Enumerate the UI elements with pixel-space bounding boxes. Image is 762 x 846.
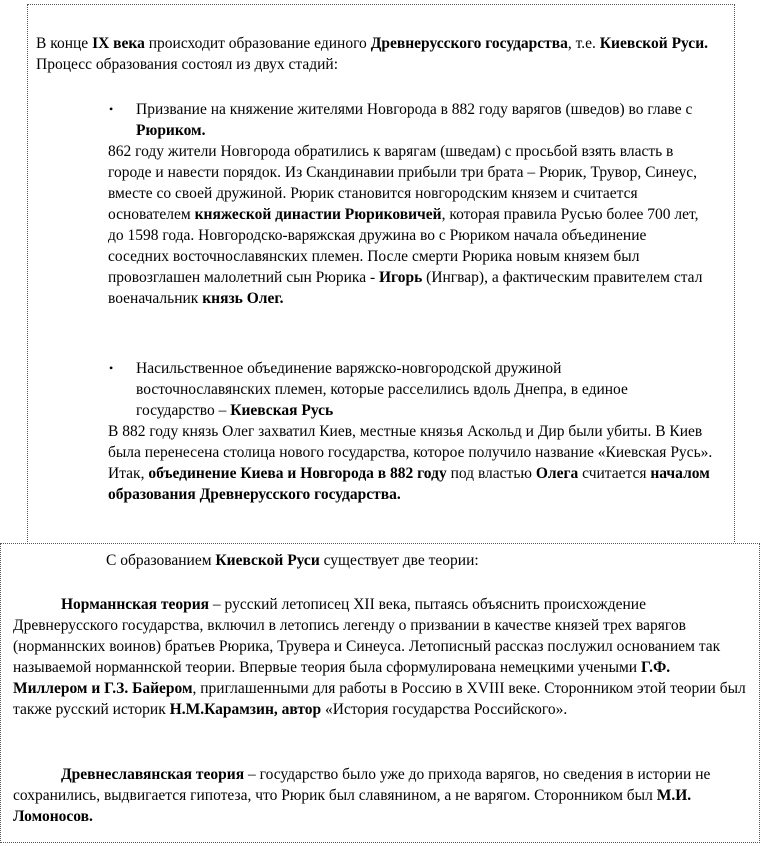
text-run: , которая правила Русью более 700 лет, до 1598 года. Новгородско-варяжская дружина во с Рюриком начала объединение соседних восточнославянских племен. После смерти Рюрика новым князем был провозглашен малолетний сын Рюрика - — [108, 206, 699, 286]
text-run: под властью — [446, 465, 536, 482]
text-run: – государство было уже до прихода варягов, но сведения в истории не сохранились, выдвигается гипотеза, что Рюрик был славянином, а не варягом. Сторонником был — [13, 766, 711, 804]
bullet-marker-2: • — [109, 361, 114, 375]
bold-text-run: Олега — [535, 465, 579, 482]
bold-text-run: Киевской Руси — [215, 552, 320, 569]
text-run: – русский летописец XII века, пытаясь объяснить происхождение Древнерусского государства, включил в летопись легенду о призвании в качестве князей трех варягов (норманнских воинов) братьев Рюрика, Трувера и Синеуса. Летописный рассказ послужил основанием так называемой норманнской теории. Впервые теория была сформулирована немецкими учеными — [13, 596, 721, 676]
bullet-marker-1: • — [109, 102, 114, 116]
bold-text-run: княжеской династии Рюриковичей — [194, 206, 442, 223]
bold-text-run: Игорь — [379, 269, 423, 286]
text-run: происходит образование единого — [144, 35, 371, 52]
text-run: Процесс образования состоял из двух стадий: — [36, 56, 339, 73]
bold-text-run: М.И. Ломоносов. — [13, 787, 692, 825]
bold-text-run: Г.Ф. Миллером и Г.З. Байером — [13, 659, 671, 697]
text-run: «История государства Российского». — [321, 701, 568, 718]
bold-text-run: Рюриком. — [136, 122, 206, 139]
text-run: (Ингвар), а фактическим правителем стал военачальник — [108, 269, 703, 307]
oleg-paragraph — [108, 421, 728, 505]
bullet-item-1 — [136, 99, 731, 141]
theories-heading — [106, 550, 746, 571]
text-run: С образованием — [106, 552, 216, 569]
text-run: , т.е. — [567, 35, 600, 52]
bold-text-run: Норманнская теория — [61, 596, 210, 613]
bold-text-run: началом образования Древнерусского государства. — [108, 465, 710, 503]
text-run: существует две теории: — [319, 552, 479, 569]
stages-text-box — [27, 4, 735, 544]
bold-text-run: объединение Киева и Новгорода в 882 году — [148, 465, 447, 482]
text-run: Насильственное объединение варяжско-новгородской дружиной восточнославянских племен, которые расселились вдоль Днепра, в единое государство – — [136, 360, 628, 419]
bullet-item-2 — [136, 358, 696, 421]
bold-text-run: князь Олег. — [202, 290, 284, 307]
text-run: считается — [578, 465, 651, 482]
bold-text-run: IX века — [92, 35, 145, 52]
text-run: 862 году жители Новгорода обратились к варягам (шведам) с просьбой взять власть в городе и навести порядок. Из Скандинавии прибыли три брата – Рюрик, Трувор, Синеус, вместе со своей дружиной. Рюрик становится новгородским князем и считается основателем — [108, 143, 698, 223]
bold-text-run: Древнеславянская теория — [61, 766, 245, 783]
bold-text-run: Киевская Русь — [230, 402, 334, 419]
slavic-theory-paragraph — [13, 764, 748, 827]
text-run: В конце — [36, 35, 93, 52]
bold-text-run: Древнерусского государства — [370, 35, 568, 52]
intro-paragraph — [36, 33, 726, 75]
text-run: Призвание на княжение жителями Новгорода в 882 году варягов (шведов) во главе с — [136, 101, 693, 118]
theories-text-box — [0, 543, 760, 843]
text-run: В 882 году князь Олег захватил Киев, местные князья Аскольд и Дир были убиты. В Киев была перенесена столица нового государства, которое получило название «Киевская Русь». Итак, — [108, 423, 713, 482]
norman-theory-paragraph — [13, 594, 748, 720]
rurik-paragraph — [108, 141, 708, 309]
text-run: , приглашенными для работы в Россию в XVIII веке. Сторонником этой теории был также русский историк — [13, 680, 746, 718]
bold-text-run: Киевской Руси. — [599, 35, 708, 52]
bold-text-run: Н.М.Карамзин, автор — [169, 701, 322, 718]
